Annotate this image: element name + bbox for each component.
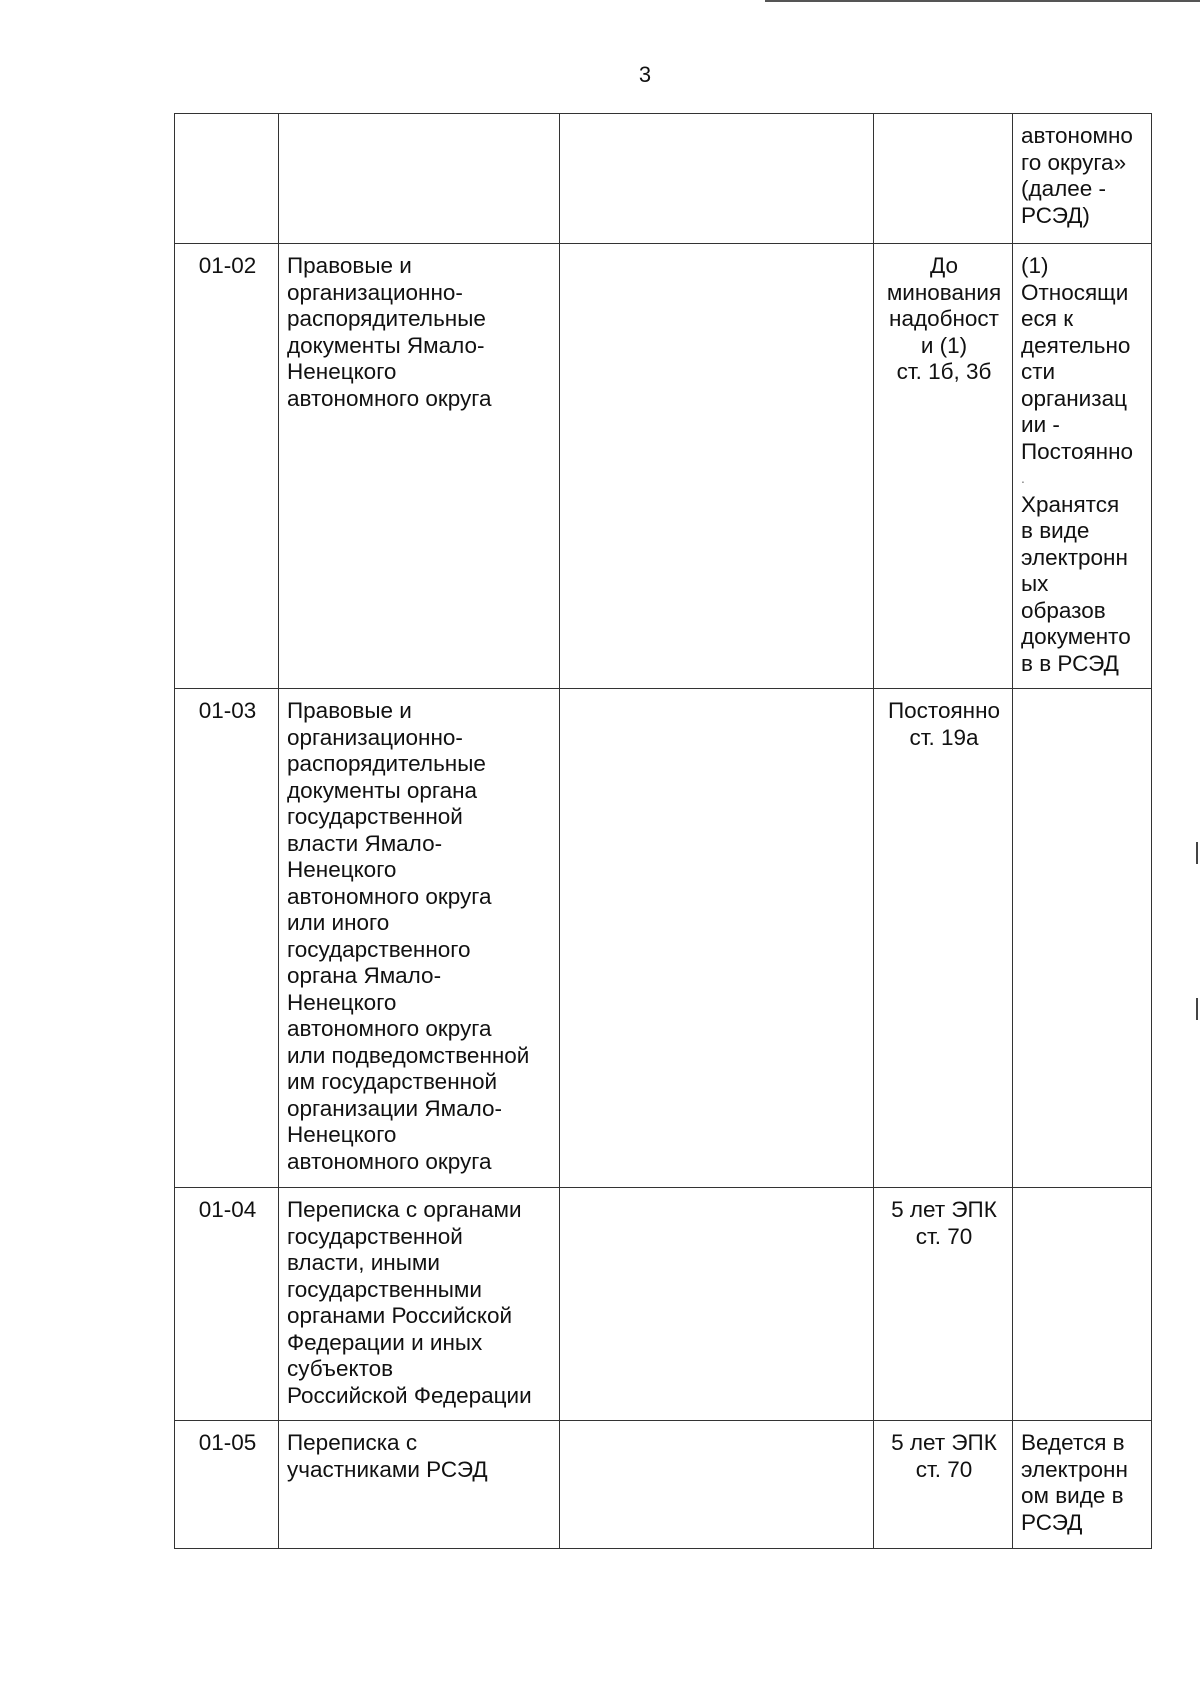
note-cell: [1013, 1421, 1152, 1549]
case-count-cell: [560, 1421, 874, 1549]
case-title-line: субъектов: [287, 1356, 394, 1381]
note-cell: [1013, 244, 1152, 689]
retention-period-line: ст. 70: [915, 1456, 973, 1482]
case-title-line: Правовые и: [287, 698, 412, 723]
retention-period-line: 5 лет ЭПК: [891, 1197, 997, 1222]
note-line: ии -: [1021, 412, 1060, 437]
case-index-cell: [175, 244, 279, 689]
case-count-cell: [560, 244, 874, 689]
note-line: документо: [1021, 624, 1131, 649]
case-title-line: государственного: [287, 936, 471, 962]
note-line: Относящи: [1021, 279, 1129, 305]
case-title-line: распорядительные: [287, 751, 486, 776]
case-title-line: государственной: [287, 804, 463, 829]
retention-period-line: ст. 19а: [909, 724, 979, 750]
case-index-cell: [175, 1188, 279, 1421]
retention-period-line: и (1): [920, 332, 968, 358]
case-title-line: государственными: [287, 1276, 482, 1302]
case-title-line: организационно-: [287, 724, 463, 750]
case-title-line: документы органа: [287, 777, 478, 803]
retention-period-cell: [874, 244, 1013, 689]
case-title-line: участниками РСЭД: [287, 1456, 488, 1482]
retention-period-cell: [874, 1188, 1013, 1421]
case-title-cell: [279, 689, 560, 1188]
case-title-line: автономного округа: [287, 1148, 492, 1174]
case-title-cell: [279, 1188, 560, 1421]
case-title-line: органа Ямало-: [287, 963, 442, 988]
note-line: организац: [1021, 385, 1127, 411]
note-line: в в РСЭД: [1021, 650, 1119, 676]
case-count-cell: [560, 689, 874, 1188]
note-cell: [1013, 689, 1152, 1188]
nomenclature-table: [174, 113, 1152, 1549]
table-body: [175, 114, 1152, 1549]
retention-period-line: 5 лет ЭПК: [891, 1430, 997, 1455]
case-title-line: автономного округа: [287, 883, 492, 909]
note-line: деятельно: [1021, 332, 1131, 358]
scan-edge-mark: [1196, 998, 1198, 1020]
note-line: .: [1021, 470, 1025, 486]
retention-period-line: минования: [886, 279, 1002, 305]
case-title-line: власти, иными: [287, 1250, 440, 1275]
case-title-line: организационно-: [287, 279, 463, 305]
retention-period-cell: [874, 1421, 1013, 1549]
case-count-cell: [560, 1188, 874, 1421]
note-line: ом виде в: [1021, 1483, 1124, 1508]
case-title-line: Переписка с: [287, 1430, 418, 1455]
retention-period-line: До: [929, 253, 958, 278]
scan-edge-mark: [1196, 842, 1198, 864]
retention-period-line: Постоянно: [887, 698, 1001, 723]
note-line: Постоянно: [1021, 438, 1134, 464]
retention-period-line: ст. 70: [915, 1223, 973, 1249]
case-index: 01-05: [198, 1430, 257, 1455]
note-line: автономно: [1021, 123, 1133, 148]
case-title-line: Ненецкого: [287, 1122, 397, 1147]
note-line: РСЭД: [1021, 1509, 1083, 1535]
case-title-line: им государственной: [287, 1069, 498, 1094]
case-title-cell: [279, 114, 560, 244]
case-title-line: Правовые и: [287, 253, 412, 278]
case-title-line: документы Ямало-: [287, 332, 485, 358]
note-line: го округа»: [1021, 149, 1127, 175]
table-row: [175, 1188, 1152, 1421]
retention-period-line: ст. 1б, 3б: [896, 359, 992, 384]
case-index-cell: [175, 689, 279, 1188]
table-row: [175, 114, 1152, 244]
case-title-cell: [279, 244, 560, 689]
page-number: 3: [638, 62, 652, 87]
case-title-line: государственной: [287, 1223, 463, 1249]
note-line: РСЭД): [1021, 202, 1090, 228]
note-cell: [1013, 114, 1152, 244]
case-title-cell: [279, 1421, 560, 1549]
case-count-cell: [560, 114, 874, 244]
case-index: 01-03: [198, 698, 257, 723]
retention-period-line: надобност: [889, 306, 999, 331]
case-index-cell: [175, 114, 279, 244]
case-title-line: Ненецкого: [287, 857, 397, 882]
retention-period-cell: [874, 689, 1013, 1188]
note-line: Хранятся: [1021, 491, 1120, 517]
case-title-line: Федерации и иных: [287, 1329, 483, 1355]
case-title-line: власти Ямало-: [287, 830, 443, 856]
case-title-line: или подведомственной: [287, 1042, 530, 1068]
note-line: еся к: [1021, 306, 1074, 331]
case-title-line: распорядительные: [287, 306, 486, 331]
note-line: сти: [1021, 359, 1056, 384]
table-row: [175, 244, 1152, 689]
note-line: ых: [1021, 571, 1049, 596]
case-title-line: Ненецкого: [287, 359, 397, 384]
case-title-line: Переписка с органами: [287, 1197, 522, 1222]
case-index-cell: [175, 1421, 279, 1549]
case-title-line: органами Российской: [287, 1303, 513, 1328]
note-cell: [1013, 1188, 1152, 1421]
table-row: [175, 1421, 1152, 1549]
table-row: [175, 689, 1152, 1188]
case-title-line: автономного округа: [287, 1016, 492, 1041]
note-line: (1): [1021, 253, 1049, 278]
case-title-line: или иного: [287, 910, 390, 935]
note-line: Ведется в: [1021, 1430, 1125, 1455]
note-line: в виде: [1021, 518, 1090, 543]
note-line: электронн: [1021, 1456, 1128, 1482]
note-line: образов: [1021, 597, 1106, 623]
case-title-line: Ненецкого: [287, 989, 397, 1015]
note-line: электронн: [1021, 544, 1128, 570]
case-title-line: автономного округа: [287, 385, 492, 411]
note-line: (далее -: [1021, 176, 1107, 201]
retention-period-cell: [874, 114, 1013, 244]
case-title-line: организации Ямало-: [287, 1095, 502, 1121]
case-index: 01-04: [198, 1197, 257, 1222]
case-index: 01-02: [198, 253, 257, 278]
case-title-line: Российской Федерации: [287, 1382, 532, 1408]
scan-top-edge-line: [765, 0, 1200, 2]
